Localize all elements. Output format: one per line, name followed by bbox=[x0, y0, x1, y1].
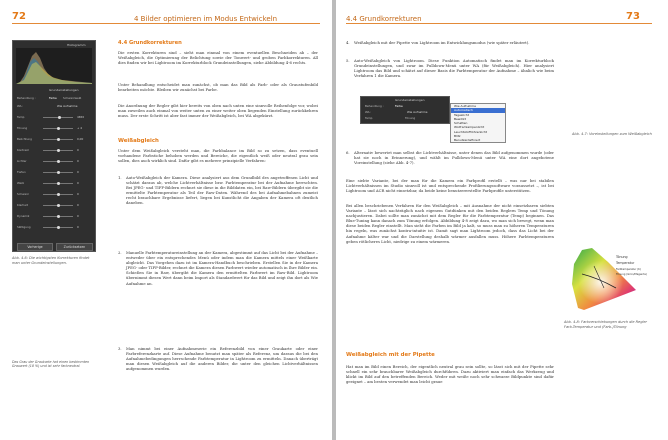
slider-handle[interactable] bbox=[57, 215, 60, 218]
histogram-graph bbox=[16, 48, 92, 84]
slider-handle[interactable] bbox=[57, 171, 60, 174]
wb-panel-treatment bbox=[365, 104, 403, 109]
slider-track[interactable] bbox=[43, 150, 73, 151]
slider-track[interactable] bbox=[43, 117, 73, 118]
slider-value: 0 bbox=[77, 159, 79, 163]
right-paragraph-1: Eine siebte Variante, bei der man für die Kamera ein Farbprofil erstellt – was nur bei stabilen Lichtverhältnissen im Studio sinnvoll ist und entsprechende Profilierungssoftware voraussetzt –, ist bei Lightroom und ACR nicht einsetzbar, da beide keine benutzererstellte Farbprofile unterstützen. bbox=[346, 178, 554, 194]
slider-track[interactable] bbox=[43, 139, 73, 140]
slider-value: 0 bbox=[77, 170, 79, 174]
slider-row-1 bbox=[17, 126, 83, 131]
slider-label: Lichter bbox=[17, 159, 27, 163]
right-paragraph-3: Hat man im Bild einen Bereich, der eigentlich neutral grau sein sollte, so lässt sich mit der Pipette sehr schnell ein sehr brauchbarer Weißabgleich durchführen. Dazu aktiviert man einfach das Werkzeug und klickt im Bild auf den betreffenden Bereich. Weder mit weiße noch sehr schwarze Bildpunkte sind dafür geeignet – am besten verwendet man leicht graue bbox=[346, 364, 554, 385]
slider-value: 0 bbox=[77, 148, 79, 152]
previous-button[interactable]: Vorherige bbox=[17, 243, 53, 251]
slider-row-3 bbox=[17, 148, 79, 153]
slider-handle[interactable] bbox=[57, 182, 60, 185]
list-number-1: 1. bbox=[118, 175, 122, 180]
list-item-3: Man nimmt bei einer Aufnahmeserie ein Referenzbild von einer Graukarte oder einer Farbreferenzkarte auf. Diese Aufnahme benutzt man später als Referenz, um daraus die bei den Aufnahmebedingungen herrschende Farbtemperatur in Lightroom zu ermitteln. Danach überträgt man diesen Weißabgleich auf die anderen Bilder, die unter den gleichen Lichtverhältnissen aufgenommen wurden. bbox=[126, 346, 318, 372]
running-head-left: 4 Bilder optimieren im Modus Entwickeln bbox=[134, 15, 278, 23]
subsection-heading-wb: Weißabgleich bbox=[118, 138, 159, 144]
list-number-6: 6. bbox=[346, 150, 350, 155]
slider-row-10 bbox=[17, 225, 79, 230]
slider-value: 0,00 bbox=[77, 137, 84, 141]
list-item-2: Manuelle Farbtemperatureinstellung an der Kamera, abgestimmt auf das Licht bei der Aufnahme – entweder über ein entsprechendes Menü oder indem man die Kamera mittels einer Weißkarte abgleicht. Das Vorgehen dazu ist im Kamera-Handbuch beschrieben. Erstellen Sie in der Kamera JPEG- oder TIFF-Bilder, rechnet die Kamera diesen Farbwert wieder automatisch in Ihre Bilder ein. Schießen Sie in Raw, übergibt die Kamera den ermittelten Farbwert im Raw-Bild. Lightroom übernimmt diesen Wert dann beim Import als Standardwert für das Bild und zeigt ihn dort als Wie Aufnahme an. bbox=[126, 250, 318, 286]
list-item-1: Auto-Weißabgleich der Kamera. Diese analysiert aus dem Grundbild des angetroffenen Licht und schätzt daraus ab, welche Lichtverhältnisse bzw. Farbtemperatur bei der Aufnahme herrschten. Bei JPEG- und TIFF-Bildern rechnet sie diese in die Bilddaten ein, bei Raw-Bildern übergibt sie die ermittelte Farbtemperatur als Teil der Raw-Daten. Während des bei Aufnahmebahnen zumeist recht brauchbare Ergebnisse liefert, liegen bei Kunstlicht die Angaben der Kamera oft deutlich daneben. bbox=[126, 175, 318, 206]
list-number-2: 2. bbox=[118, 250, 122, 255]
wb-dropdown-menu bbox=[450, 103, 506, 143]
slider-handle[interactable] bbox=[57, 149, 60, 152]
slider-handle[interactable] bbox=[57, 193, 60, 196]
wb-panel-tint: Tönung bbox=[405, 116, 416, 120]
slider-label: Tiefen bbox=[17, 170, 26, 174]
page-number-left: 72 bbox=[12, 11, 26, 22]
wb-select[interactable]: Wie Aufnahme bbox=[57, 104, 78, 108]
wb-panel-wb-label: WA : bbox=[365, 110, 372, 114]
slider-label: Sättigung bbox=[17, 225, 31, 229]
wb-label: WA : bbox=[17, 104, 24, 108]
slider-handle[interactable] bbox=[57, 160, 60, 163]
slider-label: Belichtung bbox=[17, 137, 32, 141]
header-rule-left bbox=[12, 23, 320, 24]
slider-handle[interactable] bbox=[57, 127, 60, 130]
panel-section-title: Grundeinstellungen bbox=[49, 88, 79, 92]
slider-row-7 bbox=[17, 192, 79, 197]
wb-menu-item[interactable]: Blitz bbox=[454, 134, 461, 139]
wb-preset-panel bbox=[360, 96, 450, 124]
right-page bbox=[336, 0, 668, 440]
footnote: Das Grau der Graukarte hat einen bestimmten Grauwert (18 %) und ist sehr farbneutral. bbox=[12, 360, 90, 369]
left-paragraph-4: Unter dem Weißabgleich versteht man, die Farbbalance im Bild so zu setzen, dass eventuell vorhandene Farbstiche behoben werden und Bereiche, die eigentlich weiß oder neutral grau sein sollen, dies auch wirklich sind. Dafür gibt es mehrere prinzipielle Verfahren: bbox=[118, 148, 318, 164]
slider-handle[interactable] bbox=[57, 226, 60, 229]
wb-menu-item[interactable]: Leuchtstoffröhrenlicht bbox=[454, 129, 487, 134]
cie-label-kelvin: Farbtemperatur (K) bbox=[616, 268, 641, 271]
slider-handle[interactable] bbox=[57, 138, 60, 141]
left-header bbox=[0, 7, 332, 21]
wb-panel-wb-value[interactable]: Wie Aufnahme bbox=[407, 110, 428, 114]
figure-caption-4-7: Abb. 4-7: Voreinstellungen zum Weißabgleich bbox=[572, 132, 652, 136]
page-number-right: 73 bbox=[626, 11, 640, 22]
slider-value: 0 bbox=[77, 203, 79, 207]
running-head-right: 4.4 Grundkorrekturen bbox=[346, 15, 422, 23]
slider-track[interactable] bbox=[43, 216, 73, 217]
slider-row-4 bbox=[17, 159, 79, 164]
list-item-6: Alternativ bewertet man selbst die Lichtverhältnisse, unter denen das Bild aufgenommen wurde (oder hat sie noch in Erinnerung), und wählt im Pulldown-Menü unter WA eine dort angebotene Voreinstellung (siehe Abb. 4-7). bbox=[354, 150, 554, 166]
slider-value: 0 bbox=[77, 214, 79, 218]
treatment-option-bw[interactable]: Schwarzweiß bbox=[63, 96, 82, 100]
slider-row-5 bbox=[17, 170, 79, 175]
figure-caption-4-8: Abb. 4-8: Farbverschiebungen durch die Regler Farb-Temperatur und (Farb-)Tönung bbox=[564, 320, 647, 329]
wb-row bbox=[17, 104, 78, 109]
slider-value: 0 bbox=[77, 181, 79, 185]
wb-panel-treatment-label: Behandlung : bbox=[365, 104, 384, 108]
cie-color-diagram bbox=[564, 244, 654, 316]
treatment-option-color[interactable]: Farbe bbox=[49, 96, 57, 100]
slider-track[interactable] bbox=[43, 205, 73, 206]
wb-menu-item[interactable]: Schatten bbox=[454, 121, 468, 126]
slider-track[interactable] bbox=[43, 227, 73, 228]
left-paragraph-2: Unter Behandlung entscheidet man zunächst, ob man das Bild als Farb- oder als Graustufenbild bearbeiten möchte. Bleiben wir zunächst bei Farbe. bbox=[118, 82, 318, 93]
slider-value: + 4 bbox=[77, 126, 83, 130]
slider-track[interactable] bbox=[43, 128, 73, 129]
section-heading: 4.4 Grundkorrekturen bbox=[118, 40, 182, 46]
cie-label-greenmagenta: Tönung (Grün/Magenta) bbox=[616, 273, 647, 276]
slider-track[interactable] bbox=[43, 194, 73, 195]
slider-label: Klarheit bbox=[17, 203, 28, 207]
wb-panel-temp: Temp bbox=[365, 116, 373, 120]
slider-row-9 bbox=[17, 214, 79, 219]
list-number-5: 5. bbox=[346, 58, 350, 63]
slider-row-8 bbox=[17, 203, 79, 208]
wb-menu-item[interactable]: Wie Aufnahme bbox=[454, 104, 476, 108]
right-header bbox=[336, 7, 668, 21]
slider-label: Weiß bbox=[17, 181, 24, 185]
slider-track[interactable] bbox=[43, 161, 73, 162]
slider-value: 0 bbox=[77, 192, 79, 196]
slider-handle[interactable] bbox=[57, 204, 60, 207]
cie-label-temp: Temperatur bbox=[616, 261, 635, 265]
list-item-5: Auto-Weißabgleich von Lightroom. Diese Funktion Automatisch findet man im Korrekturblock Grundeinstellungen, und zwar im Pulldown-Menü unter WA (für Weißabgleich). Hier analysiert Lightroom das Bild und schätzt auf dieser Basis die Farbtemperatur der Aufnahme – ähnlich wie beim Verfahren 1 die Kamera. bbox=[354, 58, 554, 79]
slider-row-2 bbox=[17, 137, 84, 142]
treatment-row bbox=[17, 96, 82, 101]
wb-panel-wb bbox=[365, 110, 428, 115]
left-page bbox=[0, 0, 332, 440]
slider-row-0 bbox=[17, 115, 85, 120]
wb-menu-item[interactable]: Benutzerdefiniert bbox=[454, 138, 481, 143]
histogram-title: Histogramm bbox=[67, 43, 86, 47]
wb-panel-title: Grundeinstellungen bbox=[395, 98, 425, 102]
treatment-label: Behandlung : bbox=[17, 96, 36, 100]
grundeinstellungen-panel bbox=[12, 40, 96, 252]
wb-menu-item[interactable]: Tageslicht bbox=[454, 112, 469, 117]
slider-label: Tönung bbox=[17, 126, 28, 130]
slider-handle[interactable] bbox=[58, 116, 61, 119]
slider-label: Kontrast bbox=[17, 148, 29, 152]
header-rule-right bbox=[346, 23, 652, 24]
wb-menu-item[interactable]: Bewölkt bbox=[454, 116, 466, 121]
right-paragraph-2: Bei allen beschriebenen Verfahren für den Weißabgleich – mit Ausnahme der nicht einsetzbaren siebten Variante – lässt sich nachträglich nach eigenem Gutdünken mit den beiden Reglern Temp und Tönung nachjustieren. Dabei sollte man zunächst mit dem Regler für die Farbtemperatur (Temp) beginnen. Das Blue-Tuning kann danach zum Tönung erfolgen. Abbildung 4-8 zeigt dazu, wo man sich bewegt, wenn man diese beiden Regler einstellt. Man sieht die Farben im Bild ja kalt, so muss man zu höheren Temperaturen hin regeln, was zunächst kontra-intuitiv ist. Damit sagt man Lightroom jedoch, dass das Licht bei der Aufnahme kälter war und die Darstellung deshalb wärmer ausfallen muss. Höhere Farbtemperaturen geben rötlicheres Licht, niedrige zu einem wärmeren. bbox=[346, 203, 554, 244]
slider-value: 4650 bbox=[77, 115, 85, 119]
slider-label: Dynamik bbox=[17, 214, 30, 218]
wb-panel-treatment-value: Farbe bbox=[395, 104, 403, 108]
slider-label: Schwarz bbox=[17, 192, 29, 196]
wb-menu-items bbox=[451, 104, 505, 143]
wb-menu-item[interactable]: Automatisch bbox=[451, 108, 505, 112]
slider-track[interactable] bbox=[43, 172, 73, 173]
subsection-heading-pipette: Weißabgleich mit der Pipette bbox=[346, 352, 435, 358]
wb-menu-item[interactable]: Wolframlampenlicht bbox=[454, 125, 485, 130]
slider-track[interactable] bbox=[43, 183, 73, 184]
list-number-3: 3. bbox=[118, 346, 122, 351]
list-number-4: 4. bbox=[346, 40, 350, 45]
left-paragraph-3: Die Anordnung der Regler gibt hier bereits von oben nach unten eine sinnvolle Reihenfolge vor, wobei man zuweilen auch einmal von weiter unten zu einer weiter oben liegenden Einstellung zurückkehren muss. Der erste Schritt ist aber fast immer der Weißabgleich, bei WA abgekürzt. bbox=[118, 103, 318, 119]
slider-label: Temp bbox=[17, 115, 25, 119]
cie-label-tint: Tönung bbox=[616, 255, 628, 259]
reset-button[interactable]: Zurücksetzen bbox=[56, 243, 93, 251]
list-item-4: Weißabgleich mit der Pipette von Lightroom im Entwicklungsmodus (wie später erläutert). bbox=[354, 40, 530, 45]
slider-value: 0 bbox=[77, 225, 79, 229]
left-paragraph-1: Die ersten Korrekturen sind – sieht man einmal von einem eventuellen Beschneiden ab – der Weißabgleich, die Optimierung der Belichtung sowie der Tonwert- und groben Farbkorrekturen. All dies finden wir bei Lightroom im Korrekturblock Grundeinstellungen, siehe Abbildung 4-6 rechts. bbox=[118, 50, 318, 66]
slider-row-6 bbox=[17, 181, 79, 186]
figure-caption-4-6: Abb. 4-6: Die wichtigsten Korrekturen findet man unter Grundeinstellungen. bbox=[12, 256, 90, 265]
